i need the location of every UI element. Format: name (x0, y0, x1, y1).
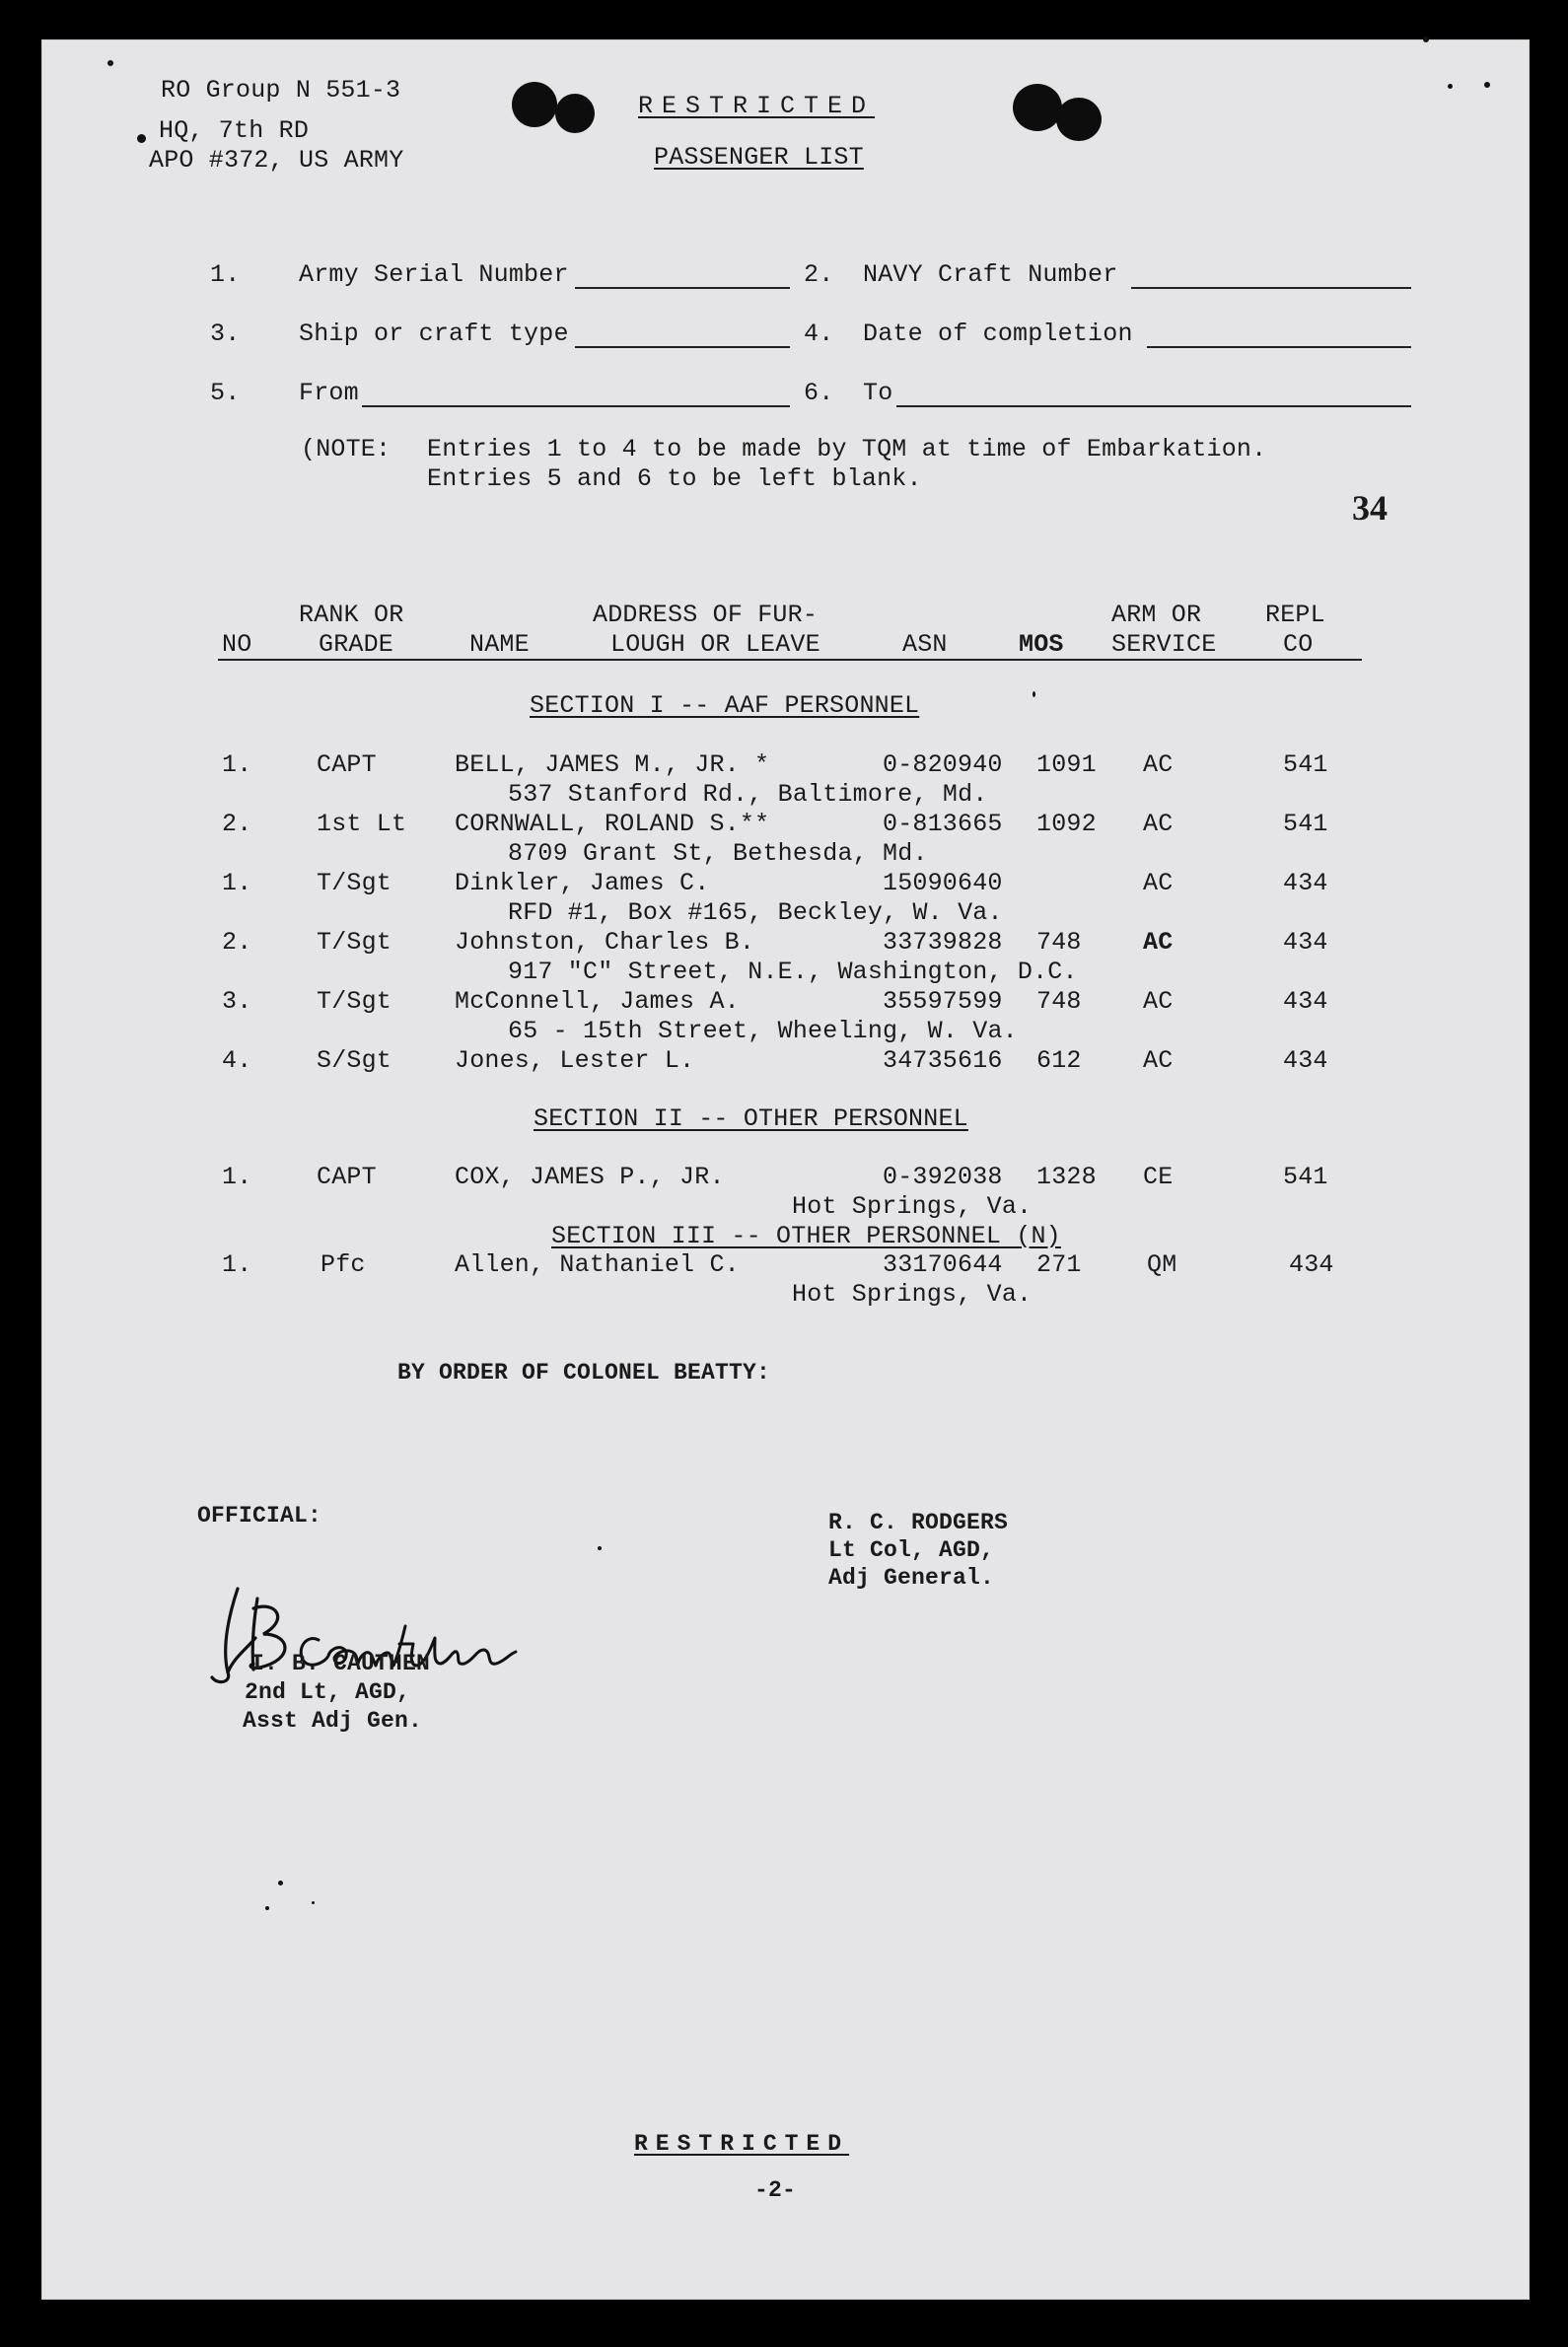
row-mos: 1092 (1036, 810, 1097, 838)
page-number-stamp: 34 (1352, 488, 1388, 528)
row-rank: CAPT (317, 750, 377, 779)
row-name: Jones, Lester L. (455, 1046, 695, 1075)
field-3-number: 3. (210, 320, 241, 348)
doc-title: PASSENGER LIST (654, 143, 864, 172)
row-address: 537 Stanford Rd., Baltimore, Md. (508, 780, 988, 809)
row-repl: 541 (1283, 1163, 1328, 1191)
col-mos: MOS (1019, 630, 1064, 659)
army-serial-number-field[interactable] (575, 287, 790, 289)
row-arm: AC (1143, 750, 1174, 779)
row-no: 1. (222, 1163, 252, 1191)
order-line: BY ORDER OF COLONEL BEATTY: (397, 1360, 771, 1386)
date-of-completion-field[interactable] (1147, 346, 1411, 348)
row-arm: AC (1143, 928, 1174, 957)
row-arm: AC (1143, 987, 1174, 1016)
field-2-number: 2. (804, 260, 834, 289)
row-address: 65 - 15th Street, Wheeling, W. Va. (508, 1017, 1018, 1045)
classification-top: RESTRICTED (638, 92, 876, 120)
row-arm: AC (1143, 1046, 1174, 1075)
ship-craft-type-field[interactable] (575, 346, 790, 348)
row-no: 3. (222, 987, 252, 1016)
row-name: BELL, JAMES M., JR. * (455, 750, 770, 779)
row-name: Johnston, Charles B. (455, 928, 755, 957)
field-5-number: 5. (210, 379, 241, 407)
header-hq-line: HQ, 7th RD (159, 116, 310, 145)
field-3-label: Ship or craft type (299, 320, 569, 348)
row-asn: 0-813665 (883, 810, 1003, 838)
section-title: SECTION I -- AAF PERSONNEL (530, 691, 920, 720)
row-asn: 0-820940 (883, 750, 1003, 779)
section-title: SECTION III -- OTHER PERSONNEL (N) (551, 1222, 1061, 1250)
col-name: NAME (469, 630, 530, 659)
row-no: 2. (222, 810, 252, 838)
col-no: NO (222, 630, 252, 659)
col-address-bottom: LOUGH OR LEAVE (610, 630, 820, 659)
row-rank: Pfc (321, 1250, 366, 1279)
row-asn: 35597599 (883, 987, 1003, 1016)
redaction-blot (512, 82, 557, 127)
row-mos: 1091 (1036, 750, 1097, 779)
commander-rank: Lt Col, AGD, (828, 1537, 995, 1563)
ink-speck (265, 1906, 269, 1910)
row-arm: AC (1143, 869, 1174, 897)
field-6-number: 6. (804, 379, 834, 407)
classification-bottom: RESTRICTED (634, 2131, 850, 2157)
note-label: (NOTE: (301, 435, 392, 463)
field-1-label: Army Serial Number (299, 260, 569, 289)
section-title: SECTION II -- OTHER PERSONNEL (534, 1104, 968, 1133)
ink-speck (1484, 82, 1490, 88)
row-address: 8709 Grant St, Bethesda, Md. (508, 839, 928, 868)
ink-speck (1033, 691, 1035, 697)
row-rank: S/Sgt (317, 1046, 392, 1075)
official-label: OFFICIAL: (197, 1503, 322, 1529)
row-rank: T/Sgt (317, 928, 392, 957)
row-rank: 1st Lt (317, 810, 407, 838)
field-4-label: Date of completion (863, 320, 1133, 348)
signer-rank: 2nd Lt, AGD, (245, 1679, 411, 1705)
row-no: 1. (222, 1250, 252, 1279)
row-arm: CE (1143, 1163, 1174, 1191)
row-asn: 15090640 (883, 869, 1003, 897)
document-page (41, 39, 1530, 2300)
commander-title: Adj General. (828, 1565, 995, 1591)
row-rank: T/Sgt (317, 987, 392, 1016)
row-mos: 612 (1036, 1046, 1082, 1075)
ink-speck (598, 1546, 602, 1550)
col-repl-top: REPL (1265, 601, 1325, 629)
row-asn: 34735616 (883, 1046, 1003, 1075)
row-name: CORNWALL, ROLAND S.** (455, 810, 770, 838)
row-name: COX, JAMES P., JR. (455, 1163, 725, 1191)
note-line-2: Entries 5 and 6 to be left blank. (427, 464, 922, 493)
row-address: Hot Springs, Va. (792, 1280, 1033, 1309)
row-repl: 434 (1283, 928, 1328, 957)
row-rank: CAPT (317, 1163, 377, 1191)
row-address: RFD #1, Box #165, Beckley, W. Va. (508, 898, 1003, 927)
signer-name: I. B. CAUTHEN (250, 1651, 431, 1676)
row-rank: T/Sgt (317, 869, 392, 897)
signer-title: Asst Adj Gen. (243, 1708, 423, 1734)
field-2-label: NAVY Craft Number (863, 260, 1118, 289)
row-no: 1. (222, 869, 252, 897)
col-rank-top: RANK OR (299, 601, 404, 629)
row-no: 4. (222, 1046, 252, 1075)
commander-name: R. C. RODGERS (828, 1510, 1009, 1535)
field-1-number: 1. (210, 260, 241, 289)
ink-speck (107, 60, 113, 66)
row-name: Dinkler, James C. (455, 869, 710, 897)
col-arm-top: ARM OR (1111, 601, 1202, 629)
col-repl-bottom: CO (1283, 630, 1314, 659)
row-repl: 434 (1283, 987, 1328, 1016)
ink-speck (312, 1901, 315, 1904)
row-repl: 541 (1283, 750, 1328, 779)
row-mos: 748 (1036, 928, 1082, 957)
row-no: 2. (222, 928, 252, 957)
row-asn: 33739828 (883, 928, 1003, 957)
col-asn: ASN (902, 630, 948, 659)
row-mos: 271 (1036, 1250, 1082, 1279)
col-address-top: ADDRESS OF FUR- (593, 601, 819, 629)
row-address: Hot Springs, Va. (792, 1192, 1033, 1221)
row-repl: 434 (1289, 1250, 1334, 1279)
ink-speck (137, 134, 146, 143)
row-arm: AC (1143, 810, 1174, 838)
col-rank-bottom: GRADE (319, 630, 394, 659)
field-4-number: 4. (804, 320, 834, 348)
row-mos: 748 (1036, 987, 1082, 1016)
field-5-label: From (299, 379, 359, 407)
redaction-blot (1013, 84, 1062, 131)
row-repl: 434 (1283, 869, 1328, 897)
field-6-label: To (863, 379, 893, 407)
header-group-line: RO Group N 551-3 (161, 76, 401, 105)
redaction-blot (1056, 98, 1102, 141)
footer-page-number: -2- (754, 2177, 797, 2203)
row-repl: 541 (1283, 810, 1328, 838)
row-name: Allen, Nathaniel C. (455, 1250, 740, 1279)
row-no: 1. (222, 750, 252, 779)
ink-speck (1423, 36, 1429, 42)
row-asn: 0-392038 (883, 1163, 1003, 1191)
row-arm: QM (1147, 1250, 1177, 1279)
row-name: McConnell, James A. (455, 987, 740, 1016)
to-field[interactable] (896, 405, 1411, 407)
row-repl: 434 (1283, 1046, 1328, 1075)
ink-speck (278, 1881, 283, 1885)
row-mos: 1328 (1036, 1163, 1097, 1191)
header-underline (218, 659, 1362, 661)
ink-speck (1448, 84, 1453, 89)
redaction-blot (555, 94, 595, 133)
from-field[interactable] (362, 405, 790, 407)
header-apo-line: APO #372, US ARMY (149, 146, 404, 175)
note-line-1: Entries 1 to 4 to be made by TQM at time of Embarkation. (427, 435, 1267, 463)
row-address: 917 "C" Street, N.E., Washington, D.C. (508, 958, 1078, 986)
col-arm-bottom: SERVICE (1111, 630, 1217, 659)
navy-craft-number-field[interactable] (1131, 287, 1411, 289)
row-asn: 33170644 (883, 1250, 1003, 1279)
